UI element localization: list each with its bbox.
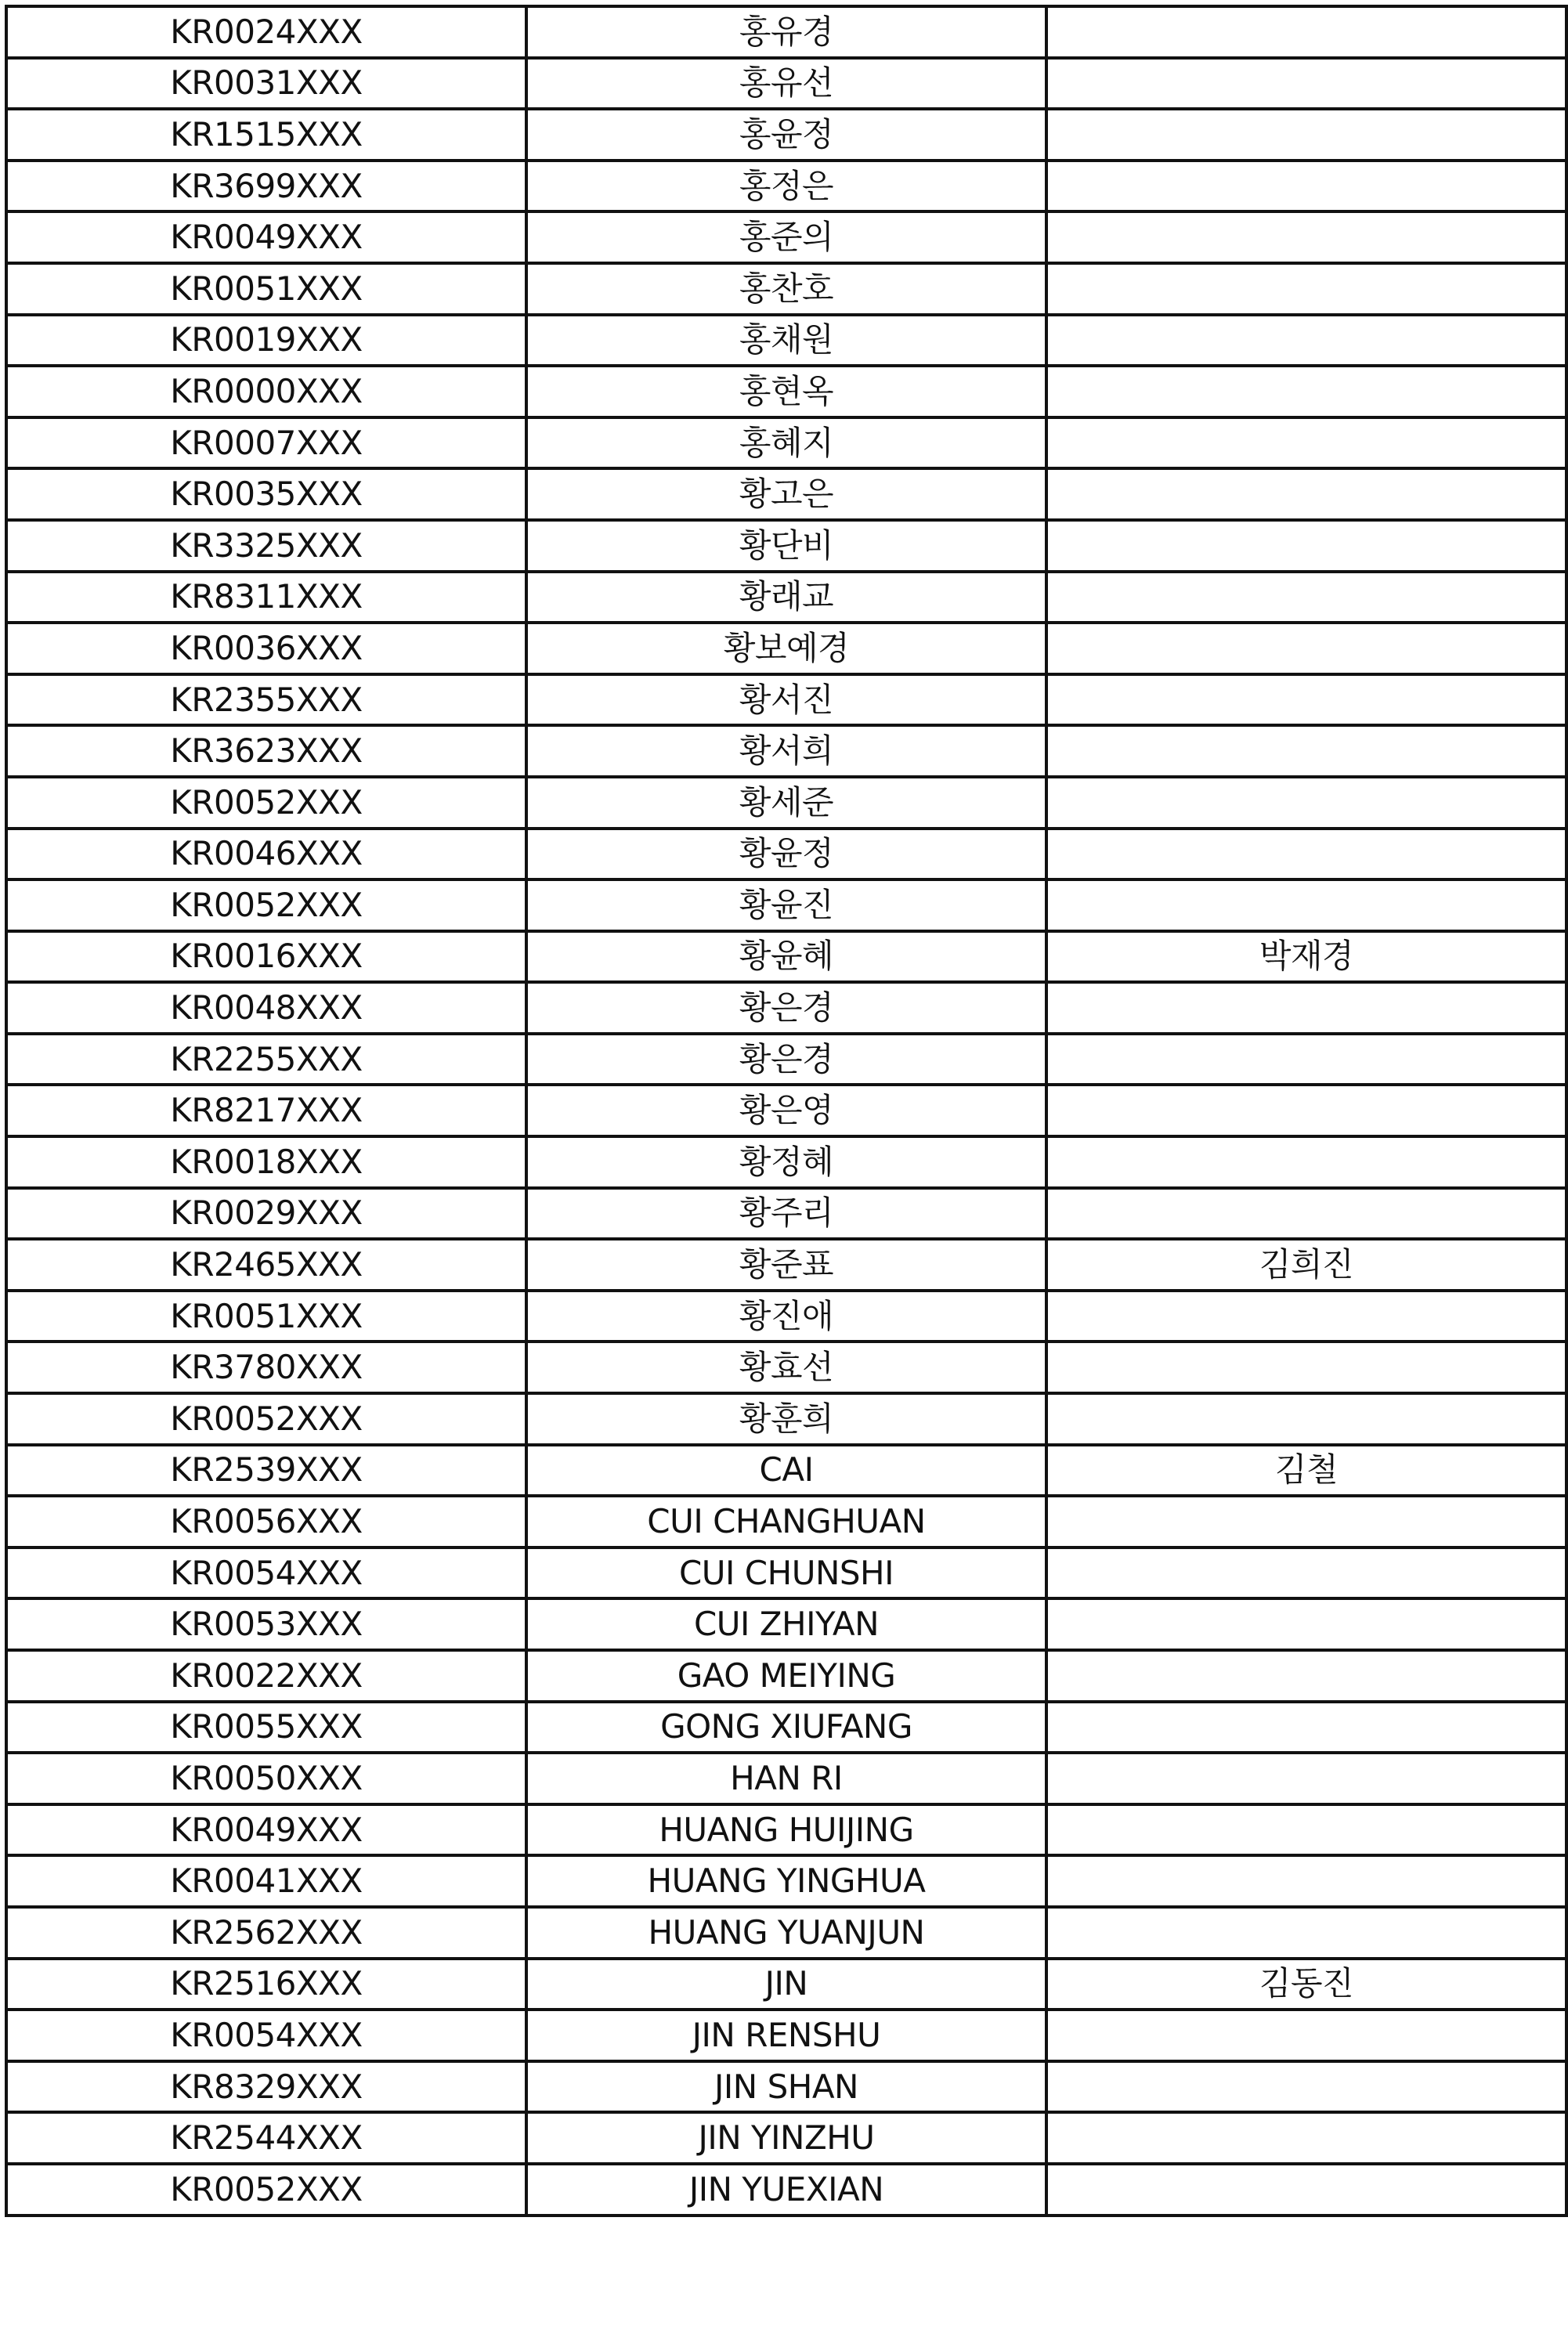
id-cell: KR0053XXX bbox=[6, 1598, 526, 1650]
id-cell: KR0052XXX bbox=[6, 777, 526, 829]
note-cell bbox=[1046, 1496, 1566, 1547]
name-cell: 황윤진 bbox=[526, 879, 1046, 931]
table-row bbox=[6, 1239, 1566, 1291]
id-cell: KR8329XXX bbox=[6, 2061, 526, 2113]
id-cell: KR8217XXX bbox=[6, 1085, 526, 1136]
id-cell: KR2516XXX bbox=[6, 1959, 526, 2010]
id-cell: KR0048XXX bbox=[6, 982, 526, 1034]
note-cell bbox=[1046, 1907, 1566, 1959]
note-cell bbox=[1046, 417, 1566, 469]
name-cell: JIN YINZHU bbox=[526, 2112, 1046, 2164]
id-cell: KR0050XXX bbox=[6, 1753, 526, 1804]
table-row bbox=[6, 1547, 1566, 1599]
note-cell bbox=[1046, 2010, 1566, 2061]
name-cell: HAN RI bbox=[526, 1753, 1046, 1804]
table-row bbox=[6, 1702, 1566, 1753]
note-cell bbox=[1046, 1650, 1566, 1702]
note-cell bbox=[1046, 366, 1566, 417]
note-cell bbox=[1046, 6, 1566, 58]
note-cell bbox=[1046, 1855, 1566, 1907]
note-cell: 김철 bbox=[1046, 1445, 1566, 1497]
note-cell bbox=[1046, 58, 1566, 110]
note-cell: 박재경 bbox=[1046, 931, 1566, 983]
table-row bbox=[6, 777, 1566, 829]
name-cell: 홍준의 bbox=[526, 211, 1046, 263]
name-cell: GAO MEIYING bbox=[526, 1650, 1046, 1702]
id-cell: KR3325XXX bbox=[6, 520, 526, 572]
note-cell bbox=[1046, 2112, 1566, 2164]
table-row bbox=[6, 829, 1566, 880]
table-row bbox=[6, 2061, 1566, 2113]
table-row bbox=[6, 931, 1566, 983]
id-cell: KR0052XXX bbox=[6, 2164, 526, 2216]
id-cell: KR0051XXX bbox=[6, 1291, 526, 1342]
table-body bbox=[6, 6, 1566, 2216]
table-row bbox=[6, 1855, 1566, 1907]
id-cell: KR2544XXX bbox=[6, 2112, 526, 2164]
name-cell: 황세준 bbox=[526, 777, 1046, 829]
id-cell: KR0046XXX bbox=[6, 829, 526, 880]
note-cell: 김동진 bbox=[1046, 1959, 1566, 2010]
id-cell: KR0054XXX bbox=[6, 2010, 526, 2061]
note-cell bbox=[1046, 263, 1566, 315]
name-cell: 홍유선 bbox=[526, 58, 1046, 110]
name-cell: GONG XIUFANG bbox=[526, 1702, 1046, 1753]
id-cell: KR0051XXX bbox=[6, 263, 526, 315]
table-row bbox=[6, 417, 1566, 469]
table-row bbox=[6, 366, 1566, 417]
table-row bbox=[6, 468, 1566, 520]
table-row bbox=[6, 1291, 1566, 1342]
note-cell bbox=[1046, 1598, 1566, 1650]
table-row bbox=[6, 1907, 1566, 1959]
id-cell: KR2355XXX bbox=[6, 674, 526, 726]
id-cell: KR0049XXX bbox=[6, 1804, 526, 1856]
note-cell bbox=[1046, 829, 1566, 880]
name-cell: CUI CHANGHUAN bbox=[526, 1496, 1046, 1547]
name-cell: 황단비 bbox=[526, 520, 1046, 572]
name-cell: JIN SHAN bbox=[526, 2061, 1046, 2113]
note-cell bbox=[1046, 520, 1566, 572]
name-cell: 홍현옥 bbox=[526, 366, 1046, 417]
table-row bbox=[6, 1650, 1566, 1702]
table-row bbox=[6, 1496, 1566, 1547]
note-cell bbox=[1046, 1753, 1566, 1804]
name-cell: 황서희 bbox=[526, 725, 1046, 777]
note-cell bbox=[1046, 211, 1566, 263]
note-cell bbox=[1046, 1547, 1566, 1599]
table-row bbox=[6, 1188, 1566, 1240]
table-row bbox=[6, 1753, 1566, 1804]
table-row bbox=[6, 1598, 1566, 1650]
table-row bbox=[6, 1342, 1566, 1393]
name-cell: 황고은 bbox=[526, 468, 1046, 520]
id-cell: KR0041XXX bbox=[6, 1855, 526, 1907]
table-row bbox=[6, 674, 1566, 726]
note-cell bbox=[1046, 1342, 1566, 1393]
id-cell: KR0029XXX bbox=[6, 1188, 526, 1240]
id-cell: KR0052XXX bbox=[6, 1393, 526, 1445]
table-row bbox=[6, 2112, 1566, 2164]
id-cell: KR2562XXX bbox=[6, 1907, 526, 1959]
id-cell: KR0052XXX bbox=[6, 879, 526, 931]
name-cell: HUANG YUANJUN bbox=[526, 1907, 1046, 1959]
id-cell: KR0018XXX bbox=[6, 1136, 526, 1188]
table-row bbox=[6, 211, 1566, 263]
name-list-table bbox=[5, 5, 1568, 2217]
note-cell bbox=[1046, 1034, 1566, 1085]
note-cell bbox=[1046, 1804, 1566, 1856]
name-cell: 황효선 bbox=[526, 1342, 1046, 1393]
name-cell: 홍혜지 bbox=[526, 417, 1046, 469]
table-row bbox=[6, 1445, 1566, 1497]
note-cell bbox=[1046, 2061, 1566, 2113]
id-cell: KR0000XXX bbox=[6, 366, 526, 417]
name-cell: 황주리 bbox=[526, 1188, 1046, 1240]
name-cell: CUI CHUNSHI bbox=[526, 1547, 1046, 1599]
name-cell: JIN RENSHU bbox=[526, 2010, 1046, 2061]
name-cell: 황래교 bbox=[526, 572, 1046, 623]
name-cell: 황보예경 bbox=[526, 623, 1046, 674]
id-cell: KR8311XXX bbox=[6, 572, 526, 623]
id-cell: KR2255XXX bbox=[6, 1034, 526, 1085]
note-cell bbox=[1046, 468, 1566, 520]
name-cell: 황윤혜 bbox=[526, 931, 1046, 983]
table-row bbox=[6, 1959, 1566, 2010]
note-cell bbox=[1046, 879, 1566, 931]
table-row bbox=[6, 623, 1566, 674]
id-cell: KR0054XXX bbox=[6, 1547, 526, 1599]
name-cell: 황정혜 bbox=[526, 1136, 1046, 1188]
table-row bbox=[6, 1136, 1566, 1188]
note-cell bbox=[1046, 1188, 1566, 1240]
name-cell: 황준표 bbox=[526, 1239, 1046, 1291]
note-cell bbox=[1046, 1393, 1566, 1445]
note-cell bbox=[1046, 1136, 1566, 1188]
table-row bbox=[6, 520, 1566, 572]
note-cell bbox=[1046, 725, 1566, 777]
name-cell: 홍유경 bbox=[526, 6, 1046, 58]
table-row bbox=[6, 161, 1566, 212]
note-cell bbox=[1046, 572, 1566, 623]
id-cell: KR0055XXX bbox=[6, 1702, 526, 1753]
note-cell bbox=[1046, 315, 1566, 367]
table-row bbox=[6, 1393, 1566, 1445]
table-row bbox=[6, 6, 1566, 58]
name-cell: 홍윤정 bbox=[526, 109, 1046, 161]
note-cell bbox=[1046, 777, 1566, 829]
name-cell: 홍정은 bbox=[526, 161, 1046, 212]
note-cell bbox=[1046, 1702, 1566, 1753]
note-cell bbox=[1046, 161, 1566, 212]
id-cell: KR0049XXX bbox=[6, 211, 526, 263]
note-cell bbox=[1046, 623, 1566, 674]
note-cell bbox=[1046, 2164, 1566, 2216]
table-row bbox=[6, 315, 1566, 367]
id-cell: KR0024XXX bbox=[6, 6, 526, 58]
note-cell bbox=[1046, 109, 1566, 161]
name-cell: 황윤정 bbox=[526, 829, 1046, 880]
id-cell: KR3623XXX bbox=[6, 725, 526, 777]
table-row bbox=[6, 1085, 1566, 1136]
name-cell: JIN YUEXIAN bbox=[526, 2164, 1046, 2216]
table-row bbox=[6, 879, 1566, 931]
table-row bbox=[6, 1804, 1566, 1856]
name-cell: CUI ZHIYAN bbox=[526, 1598, 1046, 1650]
name-cell: 황은경 bbox=[526, 982, 1046, 1034]
table-row bbox=[6, 1034, 1566, 1085]
table-row bbox=[6, 58, 1566, 110]
id-cell: KR3780XXX bbox=[6, 1342, 526, 1393]
id-cell: KR3699XXX bbox=[6, 161, 526, 212]
name-cell: 황진애 bbox=[526, 1291, 1046, 1342]
note-cell bbox=[1046, 1085, 1566, 1136]
table-row bbox=[6, 572, 1566, 623]
name-cell: 황은경 bbox=[526, 1034, 1046, 1085]
id-cell: KR1515XXX bbox=[6, 109, 526, 161]
id-cell: KR0007XXX bbox=[6, 417, 526, 469]
note-cell: 김희진 bbox=[1046, 1239, 1566, 1291]
table-row bbox=[6, 982, 1566, 1034]
name-cell: HUANG HUIJING bbox=[526, 1804, 1046, 1856]
name-cell: 황훈희 bbox=[526, 1393, 1046, 1445]
name-cell: 홍찬호 bbox=[526, 263, 1046, 315]
id-cell: KR2539XXX bbox=[6, 1445, 526, 1497]
note-cell bbox=[1046, 674, 1566, 726]
name-cell: 홍채원 bbox=[526, 315, 1046, 367]
table-row bbox=[6, 109, 1566, 161]
note-cell bbox=[1046, 1291, 1566, 1342]
name-cell: CAI bbox=[526, 1445, 1046, 1497]
table-row bbox=[6, 725, 1566, 777]
name-cell: JIN bbox=[526, 1959, 1046, 2010]
id-cell: KR0031XXX bbox=[6, 58, 526, 110]
id-cell: KR0035XXX bbox=[6, 468, 526, 520]
table-row bbox=[6, 2010, 1566, 2061]
table-row bbox=[6, 263, 1566, 315]
id-cell: KR0056XXX bbox=[6, 1496, 526, 1547]
id-cell: KR0019XXX bbox=[6, 315, 526, 367]
id-cell: KR0022XXX bbox=[6, 1650, 526, 1702]
name-cell: 황은영 bbox=[526, 1085, 1046, 1136]
name-cell: 황서진 bbox=[526, 674, 1046, 726]
note-cell bbox=[1046, 982, 1566, 1034]
name-cell: HUANG YINGHUA bbox=[526, 1855, 1046, 1907]
id-cell: KR0016XXX bbox=[6, 931, 526, 983]
id-cell: KR2465XXX bbox=[6, 1239, 526, 1291]
table-row bbox=[6, 2164, 1566, 2216]
id-cell: KR0036XXX bbox=[6, 623, 526, 674]
